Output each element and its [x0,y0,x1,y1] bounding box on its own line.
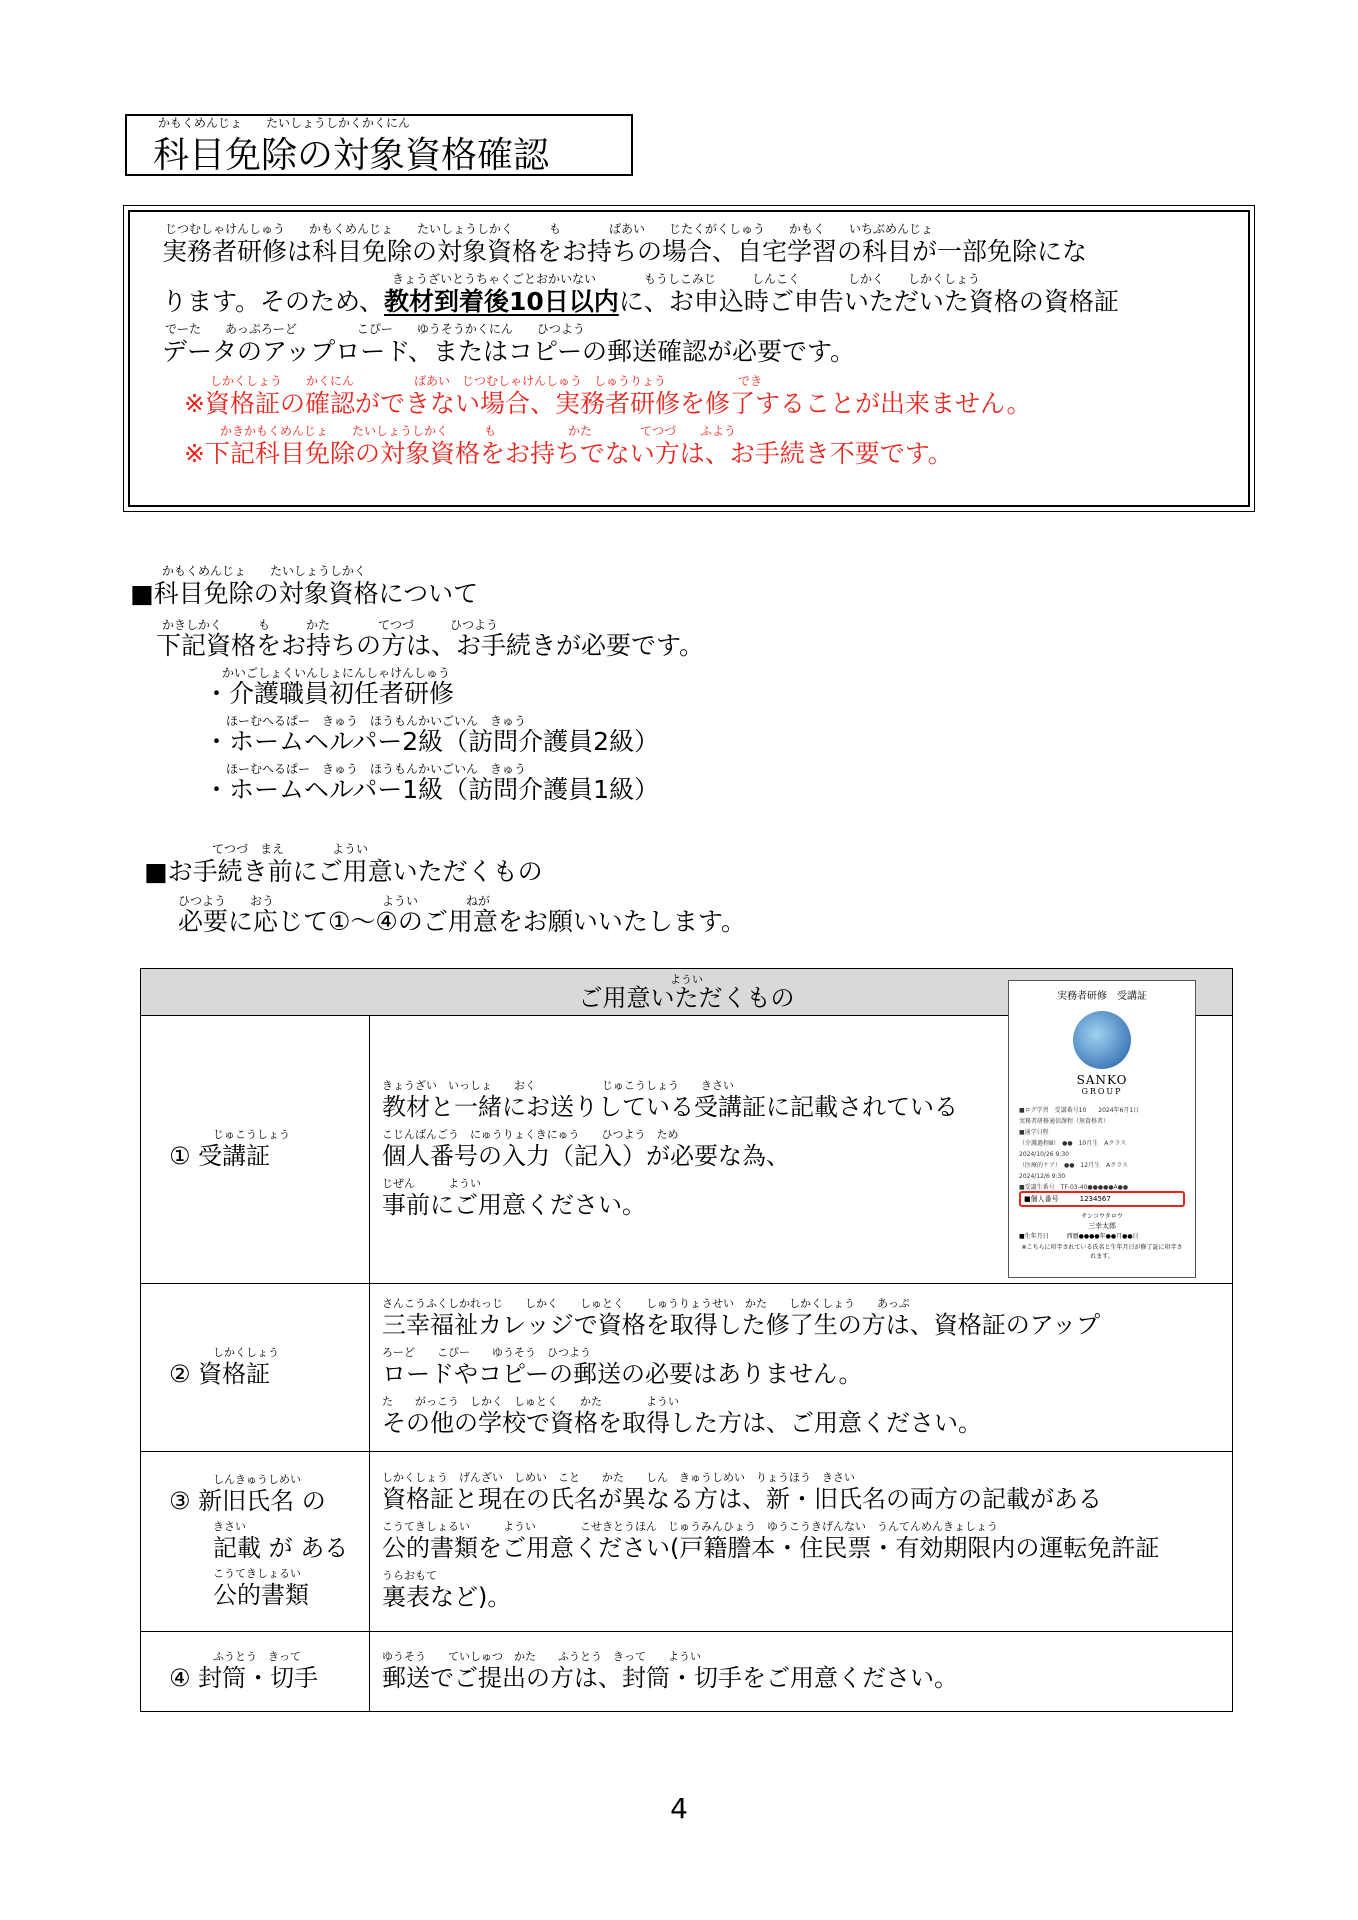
row1-line1-ruby: きょうざい いっしょ おく じゅこうしょう きさい [382,1079,734,1092]
info-line5-ruby: かきかもくめんじょ たいしょうしかく も かた てつづ ふよう [220,424,737,438]
title-box [125,114,633,176]
table-row [141,1632,1233,1712]
info-deadline: 教材到着後10日以内 [384,287,619,316]
info-line2-c: に、お申込時ご申告いただいた資格の資格証 [618,287,1119,316]
card-id-label: ■個人番号 [1024,1195,1059,1203]
row3-label3: 公的書類 [213,1581,309,1609]
row1-line2: 個人番号の入力（記入）が必要な為、 [382,1142,790,1170]
row3-content-cell [370,1452,1233,1632]
row4-label-ruby: ふうとう きって [213,1650,301,1663]
info-line2 [162,286,1119,318]
section2-desc-ruby: ひつよう おう ようい ねが [178,894,491,908]
qual-item-2: ・ホームヘルパー2級（訪問介護員2級） [204,727,660,756]
info-warning-2: ※下記科目免除の対象資格をお持ちでない方は、お手続き不要です。 [184,439,953,468]
row2-line2: ロードやコピーの郵送の必要はありません。 [382,1360,863,1388]
card-name: 三幸太郎 [1088,1222,1116,1230]
card-title: 実務者研修 受講証 [1057,991,1147,1002]
row3-label2: 記載 が ある [213,1534,349,1562]
row2-label-ruby: しかくしょう [213,1346,279,1359]
card-row: ■受講生番号 TF-03-40●●●●●A●● [1019,1184,1129,1191]
row3-line3-ruby: うらおもて [382,1569,437,1582]
card-row: ■ログ学習 受講番号10 2024年6月1日 [1019,1107,1140,1114]
card-brand: SANKO [1076,1073,1128,1087]
section2-desc: 必要に応じて①～④のご用意をお願いいたします。 [178,907,746,936]
row4-line1: 郵送でご提出の方は、封筒・切手をご用意ください。 [382,1664,958,1692]
card-id-highlight [1019,1191,1185,1207]
info-line1: 実務者研修は科目免除の対象資格をお持ちの場合、自宅学習の科目が一部免除にな [162,237,1088,266]
section2-heading: ■お手続き前にご用意いただくもの [144,857,543,886]
section1-heading: ■科目免除の対象資格について [130,579,479,608]
sanko-logo-icon [1073,1011,1131,1069]
row2-line1: 三幸福祉カレッジで資格を取得した修了生の方は、資格証のアップ [382,1311,1101,1339]
row4-label-cell [141,1632,370,1712]
card-row: 2024/12/6 9:30 [1019,1173,1066,1180]
row3-line2: 公的書類をご用意ください(戸籍謄本・住民票・有効期限内の運転免許証 [382,1534,1160,1562]
row4-label: ④ 封筒・切手 [169,1664,319,1692]
row2-line2-ruby: ろーど こぴー ゆうそう ひつよう [382,1346,591,1359]
card-rows [1019,1105,1185,1193]
row3-line3: 裏表など)。 [382,1583,512,1611]
row1-line2-ruby: こじんばんごう にゅうりょくきにゅう ひつよう ため [382,1128,679,1141]
card-row: （医療的ケア） ●● 12月生 Aクラス [1019,1162,1129,1169]
card-birth: ■生年月日 西暦●●●●年●●月●●日 [1019,1233,1139,1240]
row3-label-ruby: しんきゅうしめい [213,1473,301,1486]
row4-line1-ruby: ゆうそう ていしゅつ かた ふうとう きって ようい [382,1650,701,1663]
row2-content-cell [370,1284,1233,1452]
row2-line3-ruby: た がっこう しかく しゅとく かた ようい [382,1395,679,1408]
row1-label-ruby: じゅこうしょう [213,1128,290,1141]
row1-line3: 事前にご用意ください。 [382,1191,646,1219]
row1-label: ① 受講証 [169,1142,271,1170]
row3-label2-ruby: きさい [213,1520,246,1533]
row2-label: ② 資格証 [169,1360,271,1388]
qual-item-3-ruby: ほーむへるぱー きゅう ほうもんかいごいん きゅう [226,762,527,776]
row2-line3: その他の学校で資格を取得した方は、ご用意ください。 [382,1409,982,1437]
table-header-ruby: ようい [670,973,703,986]
certificate-sample-image [1008,980,1196,1278]
row3-label-cell [141,1452,370,1632]
info-warning-1: ※資格証の確認ができない場合、実務者研修を修了することが出来ません。 [184,389,1032,418]
row1-line1: 教材と一緒にお送りしている受講証に記載されている [382,1093,958,1121]
info-line4-ruby: しかくしょう かくにん ばあい じつむしゃけんしゅう しゅうりょう でき [210,374,763,388]
row3-label: ③ 新旧氏名 の [169,1487,326,1515]
qual-item-1-ruby: かいごしょくいんしょにんしゃけんしゅう [222,666,451,680]
row2-label-cell [141,1284,370,1452]
row1-line3-ruby: じぜん ようい [382,1177,481,1190]
section1-heading-ruby: かもくめんじょ たいしょうしかく [162,564,367,578]
section1-desc-ruby: かきしかく も かた てつづ ひつよう [162,618,499,632]
card-row: ■通学日程 [1019,1129,1049,1136]
card-name-kana: サンコウタロウ [1081,1213,1123,1220]
page-title: 科目免除の対象資格確認 [153,135,550,176]
table-row [141,1284,1233,1452]
qual-item-1: ・介護職員初任者研修 [204,679,455,708]
section2-heading-ruby: てつづ まえ ようい [212,842,369,856]
qual-item-2-ruby: ほーむへるぱー きゅう ほうもんかいごいん きゅう [226,714,527,728]
info-line2-ruby: きょうざいとうちゃくごとおかいない もうしこみじ しんこく しかく しかくしょう [392,272,981,286]
row3-line1: 資格証と現在の氏名が異なる方は、新・旧氏名の両方の記載がある [382,1485,1102,1513]
card-id-value: 1234567 [1079,1195,1111,1203]
row3-line1-ruby: しかくしょう げんざい しめい こと かた しん きゅうしめい りょうほう きさい [382,1471,855,1484]
page-number: 4 [670,1792,688,1825]
row4-content-cell [370,1632,1233,1712]
section1-desc: 下記資格をお持ちの方は、お手続きが必要です。 [156,631,705,660]
card-row: 実務者研修通信課程（無資格者） [1019,1118,1110,1125]
card-note: ※こちらに印字されている氏名と生年月日が修了証に印字されます。 [1021,1244,1183,1260]
row3-line2-ruby: こうてきしょるい ようい こせきとうほん じゅうみんひょう ゆうこうきげんない うんてんめんきょしょう [382,1520,998,1533]
table-row [141,1452,1233,1632]
card-group: GROUP [1081,1087,1123,1096]
row2-line1-ruby: さんこうふくしかれっじ しかく しゅとく しゅうりょうせい かた しかくしょう あっぷ [382,1297,910,1310]
info-line3: データのアップロード、またはコピーの郵送確認が必要です。 [162,337,856,366]
qual-item-3: ・ホームヘルパー1級（訪問介護員1級） [204,775,660,804]
row1-label-cell [141,1016,370,1284]
row3-label3-ruby: こうてきしょるい [213,1567,301,1580]
info-line2-a: ります。そのため、 [162,287,385,316]
info-line1-ruby: じつむしゃけんしゅう かもくめんじょ たいしょうしかく も ばあい じたくがくしゅう かもく いちぶめんじょ [165,222,934,236]
card-row: 2024/10/26 9:30 [1019,1151,1069,1158]
card-row: （介護過程Ⅲ） ●● 10月生 Aクラス [1019,1140,1127,1147]
title-ruby: かもくめんじょ たいしょうしかくかくにん [158,116,411,130]
info-line3-ruby: でーた あっぷろーど こぴー ゆうそうかくにん ひつよう [165,322,585,336]
table-header-text: ご用意いただくもの [578,984,795,1012]
